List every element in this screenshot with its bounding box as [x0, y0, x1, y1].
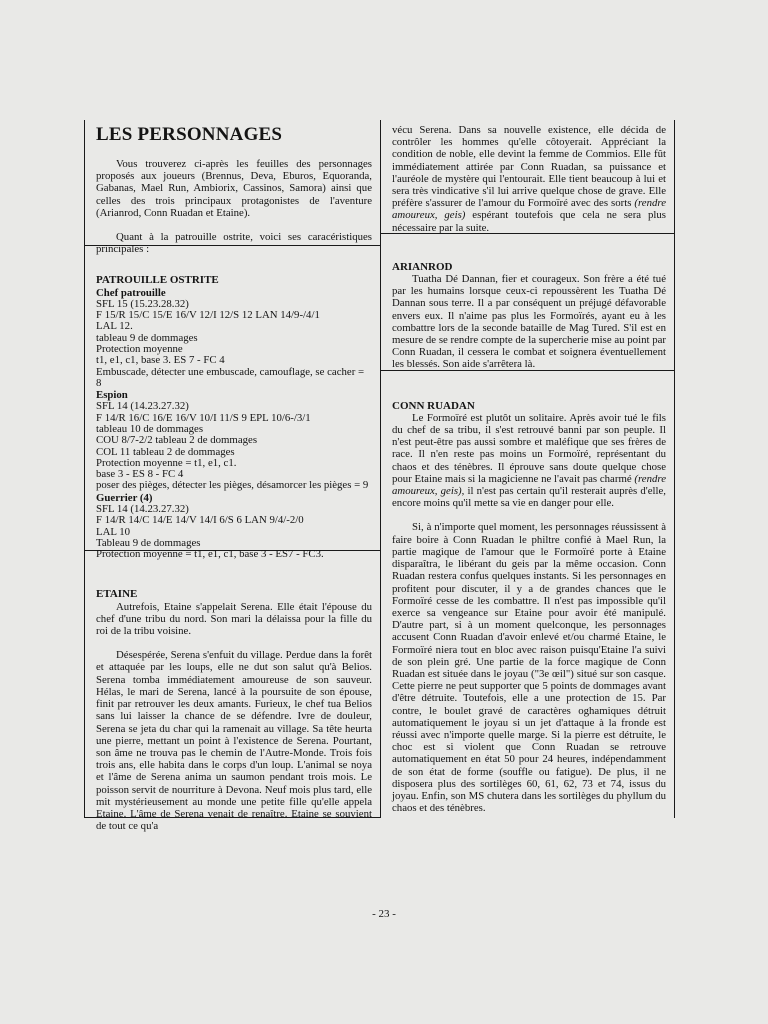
intro-patrol-paragraph: Quant à la patrouille ostrite, voici ses caracéristiques principales : — [96, 231, 372, 256]
stat-line: COU 8/7-2/2 tableau 2 de dommages — [96, 434, 258, 447]
etaine-continued-text-a: vécu Serena. Dans sa nouvelle existence, elle décida de contrôler les hommes qu'elle côtoyerait. Appréciant la condition de noble, elle devint la femme de Commios. Elle fût immédiatement attirée par Conn Ruadan, sa puissance et l'auréole de mystère qui l'entourait. Elle tient beaucoup à lui et sera très vindicative s'il lui arrive quelque chose de grave. Elle préfère s'assurer de l'amour du Formoïré avec des sorts — [392, 124, 666, 210]
etaine-continued-italic: (rendre amoureux, geis) — [392, 197, 666, 222]
stat-line: SFL 14 (14.23.27.32) — [96, 502, 189, 515]
stat-line: t1, e1, c1, base 3. ES 7 - FC 4 — [96, 354, 225, 367]
stat-line: tableau 10 de dommages — [96, 423, 204, 435]
stat-line: F 14/R 16/C 16/E 16/V 10/I 11/S 9 EPL 10/6-/3/1 — [96, 411, 311, 424]
stat-line: SFL 15 (15.23.28.32) — [96, 297, 189, 310]
espion-heading: Espion — [96, 389, 128, 402]
stat-line: F 14/R 14/C 14/E 14/V 14/I 6/S 6 LAN 9/4/-2/0 — [96, 514, 304, 527]
stat-line: Tableau 9 de dommages — [96, 536, 201, 549]
left-column — [96, 124, 372, 832]
stat-line: COL 11 tableau 2 de dommages — [96, 445, 235, 458]
etaine-paragraph-2: Désespérée, Serena s'enfuit du village. Perdue dans la forêt et attaquée par les loups, elle ne dut son salut qu'à Belios. Serena tomba immédiatement amoureuse de son sauveur. Hélas, le mari de Serena, lancé à la poursuite de son épouse, finit par retrouver les deux amants. Furieux, le chef tua Belios sans lui laisser la chance de se défendre. Ivre de douleur, Serena se jeta du char qui la ramenait au village. Sa tête heurta une pierre, mettant un point à l'existence de Serena. Pourtant, son âme ne trouva pas le chemin de l'Autre-Monde. Trois fois trois ans, elle habita dans le corps d'un loup. L'animal se noya et l'âme de Serena anima un saumon pendant trois mois. Le poisson servit de nourriture à Devona. Neuf mois plus tard, elle mit mystérieusement au monde une petite fille qu'elle appela Etaine. L'âme de Serena venait de renaître. Etaine se souvient de tout ce qu'a — [96, 649, 372, 833]
stat-line: Embuscade, détecter une embuscade, camouflage, se cacher = 8 — [96, 365, 365, 389]
conn-paragraph-2: Si, à n'importe quel moment, les personnages réussissent à faire boire à Conn Ruadan le philtre confié à Mael Run, la partie magique de l'amour que le Formoïré porte à Etaine disparaîtra, le libérant du geis par la même occasion. Conn Ruadan restera confus quelques instants. Si les personnages en profitent pour discuter, il y a de grandes chances que le Formoïré cesse de les combattre. Il n'est pas impossible qu'il exerce sa vengeance sur Etaine pour avoir été manipulé. D'autre part, si à un moment quelconque, les personnages accusent Conn Ruadan d'avoir enlevé et/ou charmé Etaine, le Formoïré niera tout en bloc avec raison puisqu'Etaine l'a suivi de son plein gré. Une partie de la force magique de Conn Ruadan est située dans le joyau ("3e œil") situé sur son casque. Cette pierre ne peut supporter que 5 points de dommages avant d'être détruite. Toutefois, elle a une protection de 15. Par contre, le boulet gravé de caractères oghamiques détruit automatiquement le joyau si un jet d'attaque à la fronde est réussi avec n'importe quelle marge. Si la pierre est détruite, le choc est si violent que Conn Ruadan se retrouve automatiquement en état 50 pour 24 heures, indépendamment de son état de forme (souffle ou fatigue). De plus, il ne disposera plus des sortilèges 60, 61, 62, 73 et 74, issus du joyau. Enfin, son MS chutera dans les sortilèges du phyllum du chaos et des ténèbres. — [392, 521, 666, 815]
etaine-heading: ETAINE — [96, 588, 138, 601]
conn-italic: (rendre amoureux, geis), — [392, 472, 666, 498]
etaine-continued-paragraph — [392, 124, 666, 234]
chef-heading: Chef patrouille — [96, 286, 166, 299]
arianrod-paragraph: Tuatha Dé Dannan, fier et courageux. Son frère a été tué par les humains lorsque ceux-ci repoussèrent les Tuatha Dé Dannan sous terre. Il a par conséquent un préjugé défavorable envers eux. Il n'aime pas plus les Formoïrés, ayant eu à les combattre lors de la seconde bataille de Mag Tured. S'il est en mesure de se rendre compte de la supercherie mise au point par Conn Ruadan, il cessera le combat et soignera éventuellement les blessés. Son aide s'arrêtera là. — [392, 273, 666, 371]
conn-text-b: il n'est pas certain qu'il resterait auprès d'elle, encore moins qu'il mette sa vie en danger pour elle. — [392, 485, 666, 510]
stat-line: F 15/R 15/C 15/E 16/V 12/I 12/S 12 LAN 14/9-/4/1 — [96, 309, 320, 322]
intro-paragraph: Vous trouverez ci-après les feuilles des personnages proposés aux joueurs (Brennus, Deva, Eburos, Equoranda, Gabanas, Mael Run, Ambiorix, Cassinos, Samora) ainsi que celles des trois principaux protagonistes de l'aventure (Arianrod, Conn Ruadan et Etaine). — [96, 158, 372, 219]
stat-line: LAL 10 — [96, 525, 131, 538]
stat-line: poser des pièges, détecter les pièges, désamorcer les pièges = 9 — [96, 479, 369, 492]
right-frame-rule — [674, 120, 675, 818]
conn-paragraph-1 — [392, 412, 666, 510]
etaine-paragraph-1: Autrefois, Etaine s'appelait Serena. Elle était l'épouse du chef d'une tribu du nord. Son mari la délaissa pour la fille du roi de la tribu voisine. — [96, 600, 372, 638]
stat-line: SFL 14 (14.23.27.32) — [96, 400, 189, 413]
page-number: - 23 - — [372, 908, 396, 920]
stat-line: Protection moyenne = t1, e1, c1, base 3 - ES7 - FC3. — [96, 548, 324, 561]
conn-text-a: Le Formoïré est plutôt un solitaire. Après avoir tué le fils du chef de sa tribu, il s'est retrouvé banni par son peuple. Il n'est peut-être pas aussi sombre et maléfique que ses frères de race. Il n'en reste pas moins un Formoïré, représentant du chaos et des ténèbres. Il éprouve sans doute quelque chose pour Etaine mais si la magicienne ne l'avait pas charmé — [392, 411, 666, 485]
stat-line: base 3 - ES 8 - FC 4 — [96, 468, 184, 481]
stat-line: Protection moyenne — [96, 343, 183, 356]
conn-heading: CONN RUADAN — [392, 399, 475, 412]
page-title: LES PERSONNAGES — [96, 124, 283, 145]
right-column — [392, 124, 666, 814]
etaine-continued-text-b: espérant toutefois que cela ne sera plus nécessaire par la suite. — [392, 209, 666, 234]
column-divider-rule — [380, 120, 381, 818]
arianrod-heading: ARIANROD — [392, 260, 453, 273]
patrol-heading: PATROUILLE OSTRITE — [96, 274, 219, 287]
stat-line: LAL 12. — [96, 320, 133, 333]
left-frame-rule — [84, 120, 85, 818]
stat-line: tableau 9 de dommages — [96, 331, 198, 344]
guerrier-heading: Guerrier (4) — [96, 491, 153, 504]
stat-line: Protection moyenne = t1, e1, c1. — [96, 456, 237, 469]
